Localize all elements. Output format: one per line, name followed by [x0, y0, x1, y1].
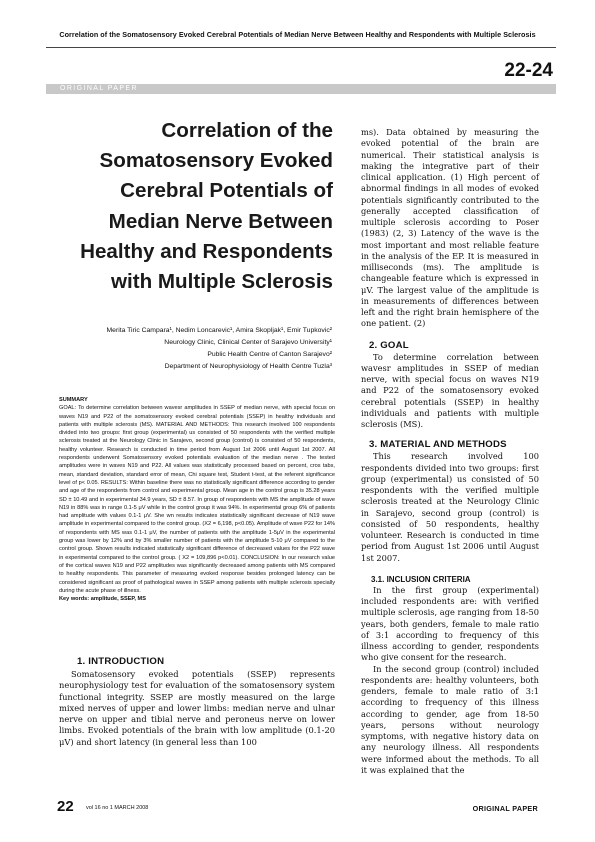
abstract-text: GOAL: To determine correlation between wavesr amplitudes in SSEP of median nerve, with special focus on waves N19 and P22 of the somatosensory evoked cerebral potentials (SSEP) in healthy individuals and patients with multiple sclerosis (MS). MATERIAL AND METHODS: This research involved 100 respondents divided into two groups: first group (experimental) us consisted of 50 respondents with the verified multiple sclerosis treated at the Neurology Clinic in Sarajevo, second group (control) is consisted of 50 respondents, healthy volunteer. Research is conducted in time period from August 1st 2006 until August 1st 2007. All respondents underwent Somatosensory evoked potentials evaluation of the median nerve . The tested amplitudes were in waves N19 and P22. All values was statistically processed based on percent, cros tabs, mean, standard deviation, standard error of mean, Chi square test, Student t-test, at the referent significance level of p< 0.05. RESULTS: Within baseline there was no statistically significant difference according to gender and age of the respondents from control and experimental group. Mean age in the control group is 35.28 years SD ± 10.49 and in experimental 34.9 years, SD ± 8.57. In group of respondents with MS the amplitude of wave N19 in 88% was in range 0.1-5 μV while in the control group it was 94%. In experimental group 6% of patients had amplitude with values 0.1-1 μV. She wn results indicates statistically significant decrease of N19 wave amplitude in experimental compared to the control group. (X2 = 6,198, p<0.05). Amplitude of wave P22 for 14% of respondents with MS was 0.1-1 μV, the number of patients with the amplitude 1-5μV in the experimental group was lower by 12% and by 3% smaller number of patients with the amplitude 5-10 μV compared to the control group. Shown results indicated statistically significant difference of decreased values for the P22 wave in experimental compared to the control group. ( X2 = 109,896 p<0.01). CONCLUSION: In our research value of the cortical waves N19 and P22 amplitudes was significantly decreased among patients with MS compared to healthy respondents. This parameter of measuring evoked response besides prolonged latency can be considered significant as proof of pathological waves in SSEP among patients with multiple sclerosis specially during the acute phase of illness.: [59, 405, 335, 594]
title-line: Median Nerve Between: [108, 209, 333, 233]
title-line: with Multiple Sclerosis: [111, 270, 333, 294]
inclusion-text: In the first group (experimental) included respondents are: with verified multiple sclerosis, age ranging from 18-50 years, both genders, female to male ratio of 3:1 according to frequency of this illness according to gender, respondents who give consent for the research.: [361, 584, 539, 663]
author-names: Merita Tiric Campara¹, Nedim Loncarevic¹, Amira Skopljak¹, Emir Tupkovic²: [106, 327, 332, 334]
inclusion-text-2: In the second group (control) included respondents are: healthy volunteers, both genders, female to male ratio of 3:1 according to frequency of this illness according to gender, age from 18-50 years, persons without neurology symptoms, with negative history data on any neurology illness. All respondents were informed about the methods. To all it was explained that the: [361, 663, 539, 775]
page-range: 22-24: [504, 60, 553, 81]
introduction-text: Somatosensory evoked potentials (SSEP) represents neurophysiology test for evaluation of the somatosensory system functional integrity. SSEP are mostly measured on the large mixed nerves of upper and lower limbs: median nerve and ulnar nerve on upper and tibial nerve and peroneus nerve on lower limbs. Evoked potentials of the brain with low amplitude (0.1-20 μV) and short latency (in general less than 100: [59, 669, 335, 747]
right-column: [361, 127, 539, 776]
footer-label: ORIGINAL PAPER: [472, 804, 538, 813]
affiliation: Neurology Clinic, Clinical Center of Sarajevo University¹: [164, 339, 332, 347]
introduction-heading: 1. INTRODUCTION: [77, 656, 165, 667]
introduction-continued: ms). Data obtained by measuring the evoked potential of the brain are numerical. Their statistical analysis is making the integrative part of their clinical application. (1) High percent of abnormal findings in all modes of evoked potentials significantly contributed to the generally accepted classification of multiple sclerosis according to Poser (1983) (2, 3) Latency of the wave is the most important and most reliable feature in the analysis of the EP. It is measured in milliseconds (ms). The amplitude is changeable feature which is expressed in μV. The largest value of the amplitude is in measurements of differences between left and the right brain hemisphere of the one patient. (2): [361, 127, 539, 329]
inclusion-heading: 3.1. INCLUSION CRITERIA: [371, 574, 471, 584]
footer-page-number: 22: [57, 798, 74, 815]
footer-issue: vol 16 no 1 MARCH 2008: [86, 805, 149, 811]
title-line: Healthy and Respondents: [80, 239, 333, 263]
header-rule: [46, 47, 556, 48]
title-line: Correlation of the: [161, 119, 333, 142]
affiliation: Department of Neurophysiology of Health Centre Tuzla³: [164, 363, 332, 371]
title-line: Cerebral Potentials of: [120, 179, 333, 203]
abstract-heading: SUMMARY: [59, 397, 88, 403]
abstract: [59, 396, 335, 603]
affiliation: Public Health Centre of Canton Sarajevo²: [207, 351, 332, 359]
running-header: Correlation of the Somatosensory Evoked Cerebral Potentials of Median Nerve Between Healthy and Respondents with Multiple Sclerosis: [59, 30, 536, 39]
section-label: ORIGINAL PAPER: [60, 85, 138, 92]
methods-heading: 3. MATERIAL AND METHODS: [369, 439, 507, 451]
author-block: [32, 325, 332, 373]
goal-heading: 2. GOAL: [369, 339, 409, 351]
methods-text: This research involved 100 respondents divided into two groups: first group (experimental) us consisted of 50 respondents with the verified multiple sclerosis treated at the Neurology Clinic in Sarajevo, second group (control) is consisted of 50 respondents, healthy volunteer. Research is conducted in time period from August 1st 2006 until August 1st 2007.: [361, 451, 539, 563]
article-title: [33, 116, 333, 297]
title-line: Somatosensory Evoked: [99, 149, 333, 173]
left-column-body: [59, 656, 335, 748]
keywords: Key words: amplitude, SSEP, MS: [59, 596, 146, 603]
goal-text: To determine correlation between wavesr amplitudes in SSEP of median nerve, with special focus on waves N19 and P22 of the somatosensory evoked cerebral potentials (SSEP) in healthy individuals and patients with multiple sclerosis (MS).: [361, 351, 539, 429]
